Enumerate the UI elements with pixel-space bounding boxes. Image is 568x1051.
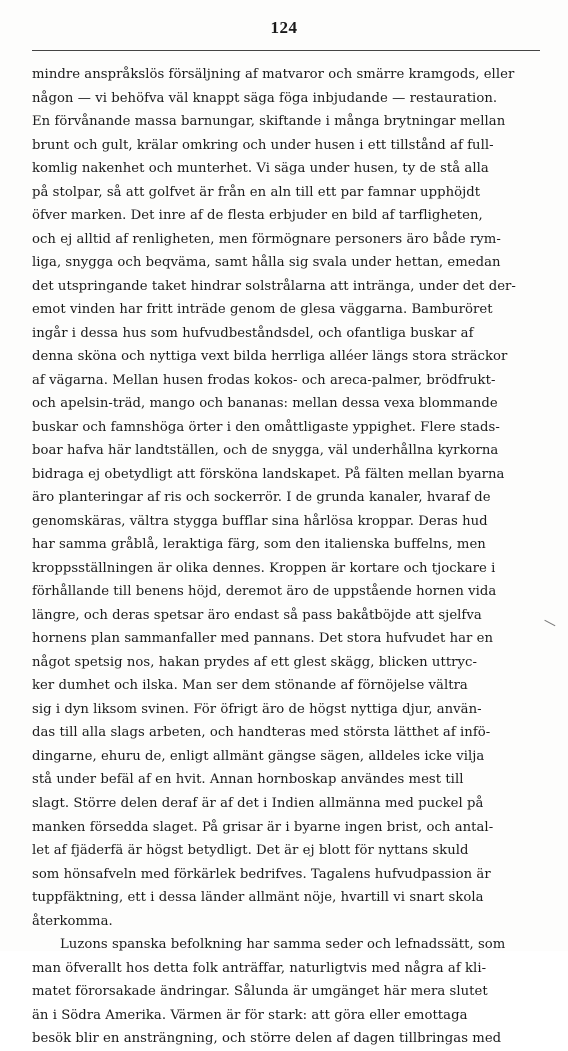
text-line: ker dumhet och ilska. Man ser dem stönande af förnöjelse vältra [32,678,468,694]
text-line: stå under befäl af en hvit. Annan hornboskap användes mest till [32,772,464,788]
text-line: buskar och famnshöga örter i den omåttligaste yppighet. Flere stads- [32,419,500,435]
text-line: kroppsställningen är olika dennes. Kroppen är kortare och tjockare i [32,560,496,576]
text-line: ingår i dessa hus som hufvudbeståndsdel, och ofantliga buskar af [32,325,474,341]
text-line: tuppfäktning, ett i dessa länder allmänt nöje, hvartill vi snart skola [32,890,484,906]
text-line: dingarne, ehuru de, enligt allmänt gängse sägen, alldeles icke vilja [32,748,485,764]
text-line: En förvånande massa barnungar, skiftande i många brytningar mellan [32,114,506,130]
text-line: besök blir en ansträngning, och större delen af dagen tillbringas med [32,1031,502,1047]
body-text [32,63,544,1051]
text-line: äro planteringar af ris och sockerrör. I de grunda kanaler, hvaraf de [32,490,491,506]
text-line: brunt och gult, krälar omkring och under husen i ett tillstånd af full- [32,137,494,153]
text-line: förhållande till benens höjd, deremot äro de uppstående hornen vida [32,584,497,600]
text-line: det utspringande taket hindrar solstrålarna att intränga, under det der- [32,278,516,294]
text-line: återkomma. [32,913,113,929]
text-line: manken försedda slaget. På grisar är i byarne ingen brist, och antal- [32,819,494,835]
text-line: man öfverallt hos detta folk anträffar, naturligtvis med några af kli- [32,960,487,976]
header-rule [32,50,540,51]
text-line: mindre anspråkslös försäljning af matvaror och smärre kramgods, eller [32,67,515,82]
text-line: liga, snygga och beqväma, samt hålla sig svala under hettan, emedan [32,255,501,271]
text-line: har samma gråblå, leraktiga färg, som den italienska buffelns, men [32,537,486,553]
text-line: Luzons spanska befolkning har samma seder och lefnadssätt, som [60,937,506,953]
text-line: någon — vi behöfva väl knappt säga föga inbjudande — restauration. [32,90,498,106]
text-line: och apelsin-träd, mango och bananas: mellan dessa vexa blommande [32,396,498,412]
text-line: genomskäras, vältra stygga bufflar sina hårlösa kroppar. Deras hud [32,513,488,529]
text-line: boar hafva här landtställen, och de snygga, väl underhållna kyrkorna [32,443,499,459]
text-line: af vägarna. Mellan husen frodas kokos- och areca-palmer, brödfrukt- [32,372,496,388]
text-line: slagt. Större delen deraf är af det i Indien allmänna med puckel på [32,795,484,811]
text-line: denna sköna och nyttiga vext bilda herrliga alléer längs stora sträckor [32,349,508,365]
text-line: öfver marken. Det inre af de flesta erbjuder en bild af tarfligheten, [32,208,483,224]
text-line: längre, och deras spetsar äro endast så pass bakåtböjde att sjelfva [32,607,482,623]
text-line: hornens plan sammanfaller med pannans. Det stora hufvudet har en [32,631,494,647]
text-line: något spetsig nos, hakan prydes af ett glest skägg, blicken uttryc- [32,654,477,670]
text-line: matet förorsakade ändringar. Sålunda är umgänget här mera slutet [32,984,488,1000]
text-line: bidraga ej obetydligt att försköna landskapet. På fälten mellan byarna [32,466,505,482]
text-line: som hönsafveln med förkärlek bedrifves. Tagalens hufvudpassion är [32,866,491,882]
text-line: på stolpar, så att golfvet är från en aln till ett par famnar upphöjdt [32,184,481,200]
text-line: och ej alltid af renligheten, men förmögnare personers äro både rym- [32,231,501,247]
page-number: 124 [270,18,298,37]
text-line: sig i dyn liksom svinen. För öfrigt äro de högst nyttiga djur, använ- [32,701,482,717]
text-line: let af fjäderfä är högst betydligt. Det är ej blott för nyttans skuld [32,843,469,859]
text-line: komlig nakenhet och munterhet. Vi säga under husen, ty de stå alla [32,161,489,177]
text-line: emot vinden har fritt inträde genom de glesa väggarna. Bamburöret [32,302,493,318]
text-line: das till alla slags arbeten, och handteras med största lätthet af infö- [32,725,491,741]
text-line: än i Södra Amerika. Värmen är för stark: att göra eller emottaga [32,1007,468,1023]
